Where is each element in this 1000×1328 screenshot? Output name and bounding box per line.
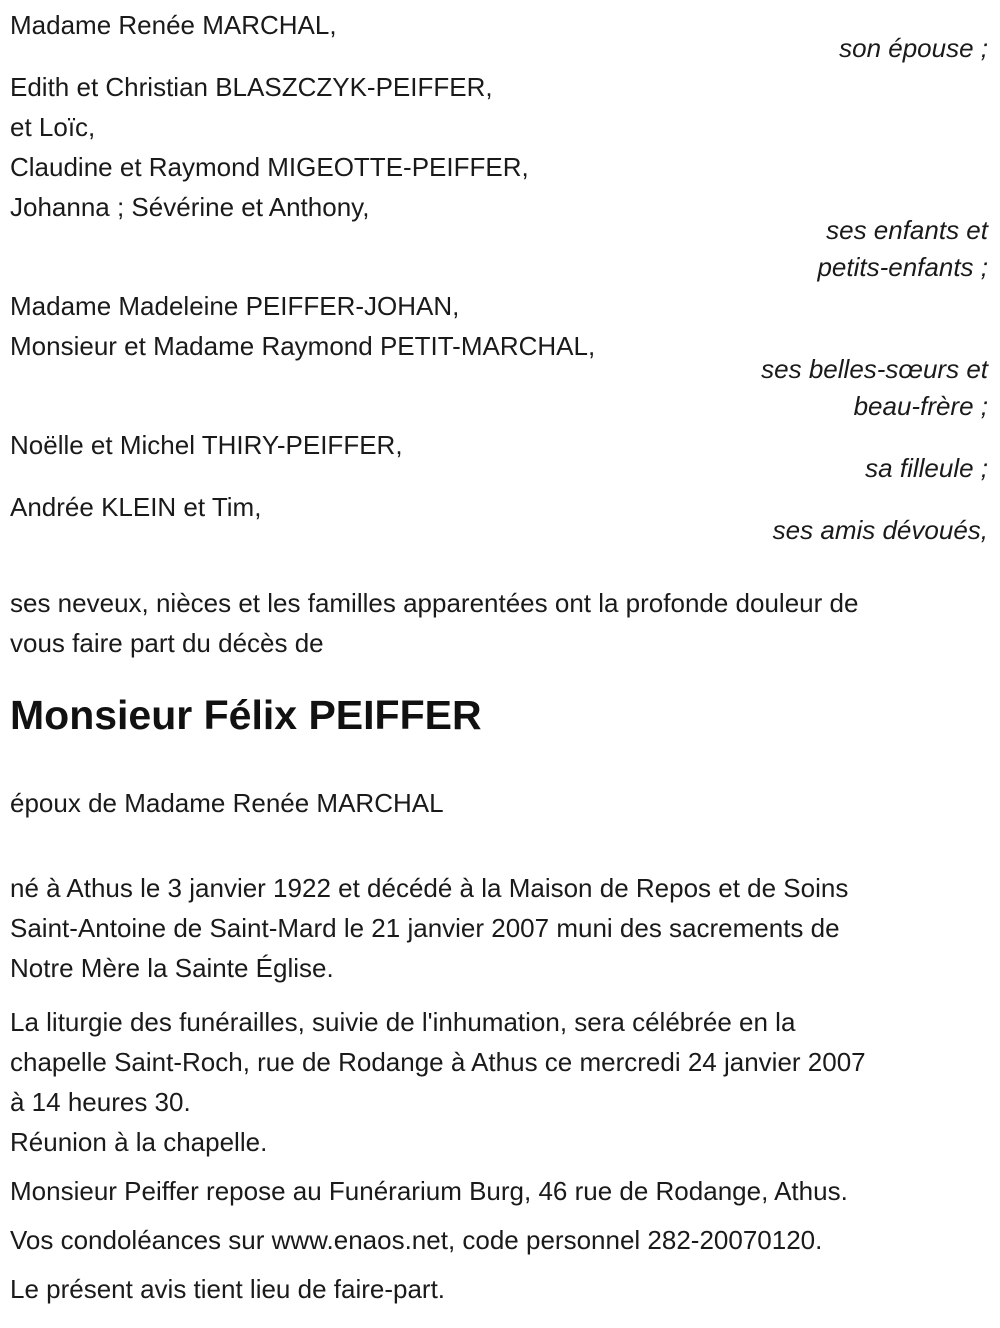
birth-death-line: Saint-Antoine de Saint-Mard le 21 janvier 2007 muni des sacrements de: [10, 913, 840, 943]
family-block-children: [10, 67, 988, 227]
announcement-line: ses neveux, nièces et les familles apparentées ont la profonde douleur de: [10, 588, 859, 618]
ceremony-line: chapelle Saint-Roch, rue de Rodange à Athus ce mercredi 24 janvier 2007: [10, 1047, 866, 1077]
relation-label-line: son épouse ;: [839, 33, 988, 63]
repose-line: Monsieur Peiffer repose au Funérarium Burg, 46 rue de Rodange, Athus.: [10, 1176, 848, 1206]
relative-name-line: Monsieur et Madame Raymond PETIT-MARCHAL,: [10, 331, 596, 361]
birth-death-line: né à Athus le 3 janvier 1922 et décédé à la Maison de Repos et de Soins: [10, 873, 849, 903]
birth-death-paragraph: [10, 868, 988, 988]
announcement-line: vous faire part du décès de: [10, 628, 324, 658]
relation-label-line: sa filleule ;: [865, 453, 988, 483]
relation-label-line: ses amis dévoués,: [772, 515, 988, 545]
funeral-ceremony-paragraph: [10, 1002, 988, 1122]
ceremony-line: à 14 heures 30.: [10, 1087, 191, 1117]
relative-name-line: Noëlle et Michel THIRY-PEIFFER,: [10, 430, 403, 460]
relation-label-line: ses belles-sœurs et: [761, 354, 988, 384]
relative-name-line: Andrée KLEIN et Tim,: [10, 492, 262, 522]
spouse-line: époux de Madame Renée MARCHAL: [10, 788, 444, 818]
relation-label-line: beau-frère ;: [853, 391, 988, 421]
deceased-name-heading: Monsieur Félix PEIFFER: [10, 692, 482, 738]
announcement-paragraph: [10, 583, 988, 663]
closing-line: Le présent avis tient lieu de faire-part.: [10, 1274, 446, 1304]
condolences-line: Vos condoléances sur www.enaos.net, code personnel 282-20070120.: [10, 1225, 823, 1255]
relative-name-line: Edith et Christian BLASZCZYK-PEIFFER,: [10, 72, 493, 102]
relative-name-line: et Loïc,: [10, 112, 96, 142]
relative-name-line: Madame Madeleine PEIFFER-JOHAN,: [10, 291, 460, 321]
birth-death-line: Notre Mère la Sainte Église.: [10, 953, 334, 983]
relation-label-line: ses enfants et: [826, 215, 988, 245]
relative-name-line: Claudine et Raymond MIGEOTTE-PEIFFER,: [10, 152, 529, 182]
relative-name-line: Johanna ; Sévérine et Anthony,: [10, 192, 370, 222]
relation-label-line: petits-enfants ;: [817, 252, 988, 282]
ceremony-line: La liturgie des funérailles, suivie de l'inhumation, sera célébrée en la: [10, 1007, 796, 1037]
meeting-line: Réunion à la chapelle.: [10, 1127, 268, 1157]
relative-name-line: Madame Renée MARCHAL,: [10, 10, 337, 40]
